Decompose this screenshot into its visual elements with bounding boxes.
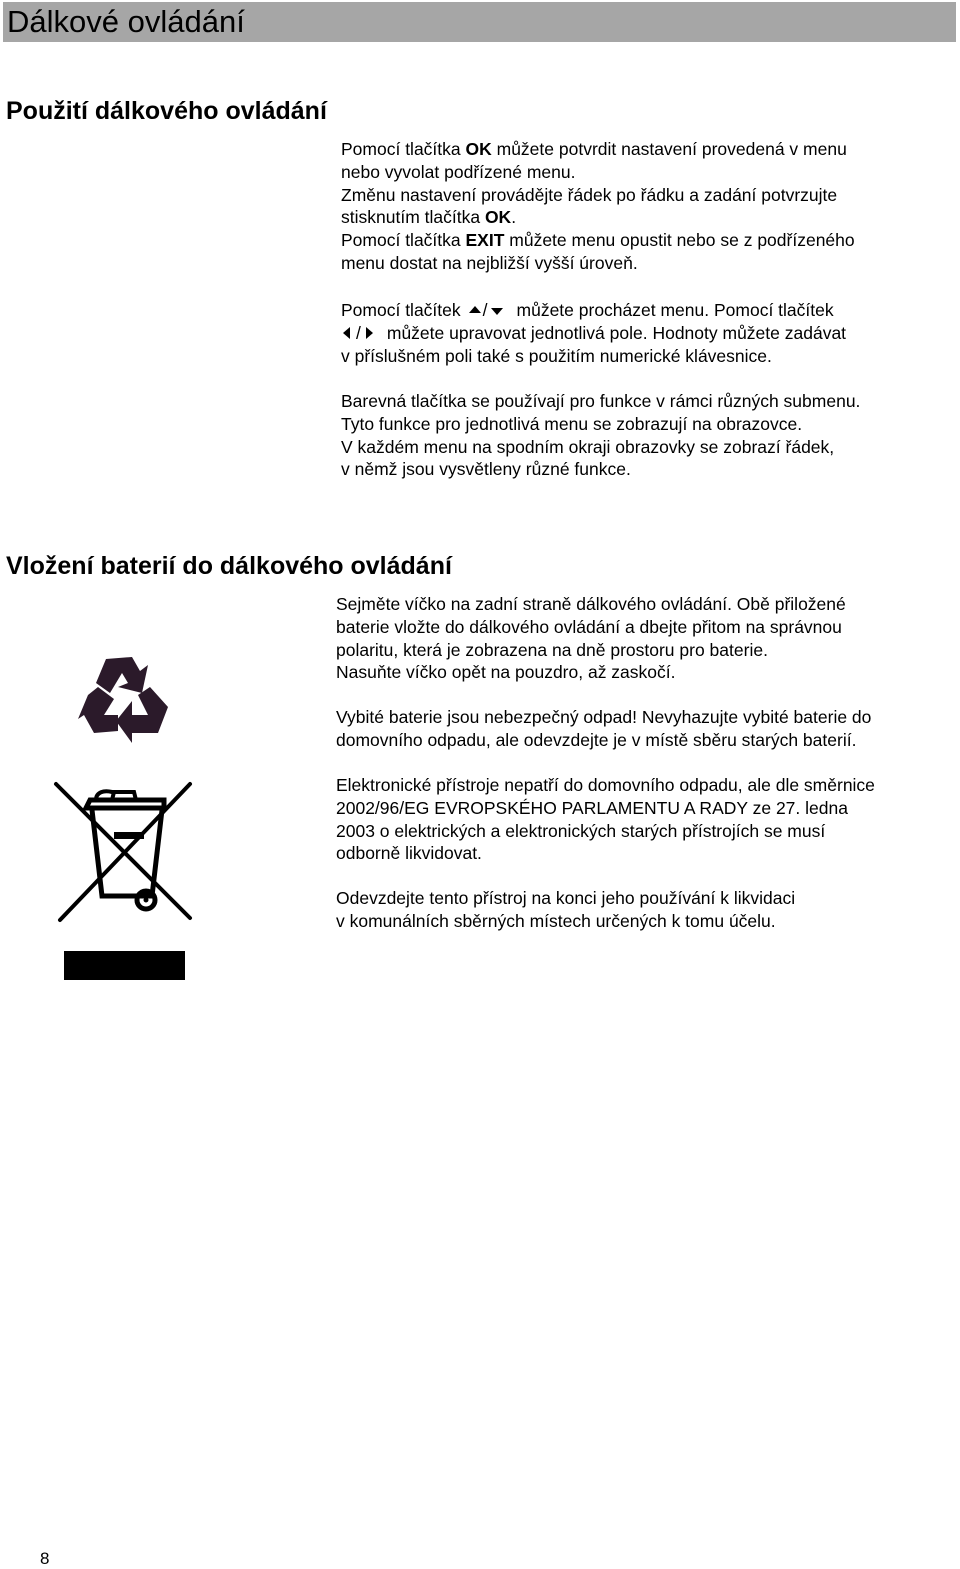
page-number: 8	[40, 1549, 50, 1568]
ok-key-label: OK	[465, 139, 492, 159]
text-line: v příslušném poli také s použitím numerické klávesnice.	[341, 345, 772, 366]
paragraph-color-keys	[341, 390, 860, 481]
text-line: v komunálních sběrných místech určených k tomu účelu.	[336, 910, 776, 931]
paragraph-arrow-keys	[341, 299, 846, 367]
page-header-title: Dálkové ovládání	[7, 4, 245, 39]
text-line: stisknutím tlačítka OK.	[341, 207, 517, 228]
text-line: Barevná tlačítka se používají pro funkce v rámci různých submenu.	[341, 391, 861, 411]
paragraph-weee-directive	[336, 774, 875, 865]
text-line: Sejměte víčko na zadní straně dálkového ovládání. Obě přiložené	[336, 594, 846, 614]
text-line: menu dostat na nejbližší vyšší úroveň.	[341, 252, 638, 273]
text-line: Změnu nastavení provádějte řádek po řádku a zadání potvrzujte	[341, 184, 838, 205]
text-line: Vybité baterie jsou nebezpečný odpad! Nevyhazujte vybité baterie do	[336, 707, 872, 727]
paragraph-disposal	[336, 887, 795, 933]
text-line: / můžete upravovat jednotlivá pole. Hodnoty můžete zadávat	[341, 322, 846, 345]
arrow-up-icon	[469, 306, 481, 313]
recycle-icon	[76, 653, 172, 745]
paragraph-hazardous-waste	[336, 706, 871, 752]
section-title-remote-usage: Použití dálkového ovládání	[6, 97, 327, 125]
text-line: V každém menu na spodním okraji obrazovky se zobrazí řádek,	[341, 436, 835, 457]
paragraph-insert-batteries	[336, 593, 846, 684]
text-line: baterie vložte do dálkového ovládání a dbejte přitom na správnou	[336, 616, 842, 637]
arrow-down-icon	[491, 308, 503, 315]
text-line: Pomocí tlačítek / můžete procházet menu. Pomocí tlačítek	[341, 300, 834, 320]
text-line: polaritu, která je zobrazena na dně prostoru pro baterie.	[336, 639, 768, 660]
text-line: Pomocí tlačítka EXIT můžete menu opustit nebo se z podřízeného	[341, 230, 855, 251]
text-line: Elektronické přístroje nepatří do domovního odpadu, ale dle směrnice	[336, 775, 875, 795]
text-line: Nasuňte víčko opět na pouzdro, až zaskočí.	[336, 662, 676, 683]
paragraph-ok-exit	[341, 138, 855, 275]
weee-underline-bar	[64, 951, 185, 980]
crossed-out-bin-icon	[52, 778, 196, 924]
exit-key-label: EXIT	[465, 230, 505, 251]
text-line: Odevzdejte tento přístroj na konci jeho používání k likvidaci	[336, 888, 796, 908]
arrow-right-icon	[366, 327, 373, 339]
text-line: 2002/96/EG EVROPSKÉHO PARLAMENTU A RADY ze 27. ledna	[336, 797, 848, 818]
text-line: v němž jsou vysvětleny různé funkce.	[341, 459, 631, 480]
section-title-batteries: Vložení baterií do dálkového ovládání	[6, 552, 452, 580]
text-line: nebo vyvolat podřízené menu.	[341, 161, 576, 182]
text-line: odborně likvidovat.	[336, 843, 482, 864]
arrow-left-icon	[343, 327, 350, 339]
ok-key-label: OK	[484, 207, 512, 228]
text-line: domovního odpadu, ale odevzdejte je v místě sběru starých baterií.	[336, 729, 857, 750]
page-header-bar	[3, 2, 956, 42]
text-line: Tyto funkce pro jednotlivá menu se zobrazují na obrazovce.	[341, 413, 803, 434]
text-line: Pomocí tlačítka OK můžete potvrdit nastavení provedená v menu	[341, 139, 847, 159]
text-line: 2003 o elektrických a elektronických starých přístrojích se musí	[336, 820, 826, 841]
